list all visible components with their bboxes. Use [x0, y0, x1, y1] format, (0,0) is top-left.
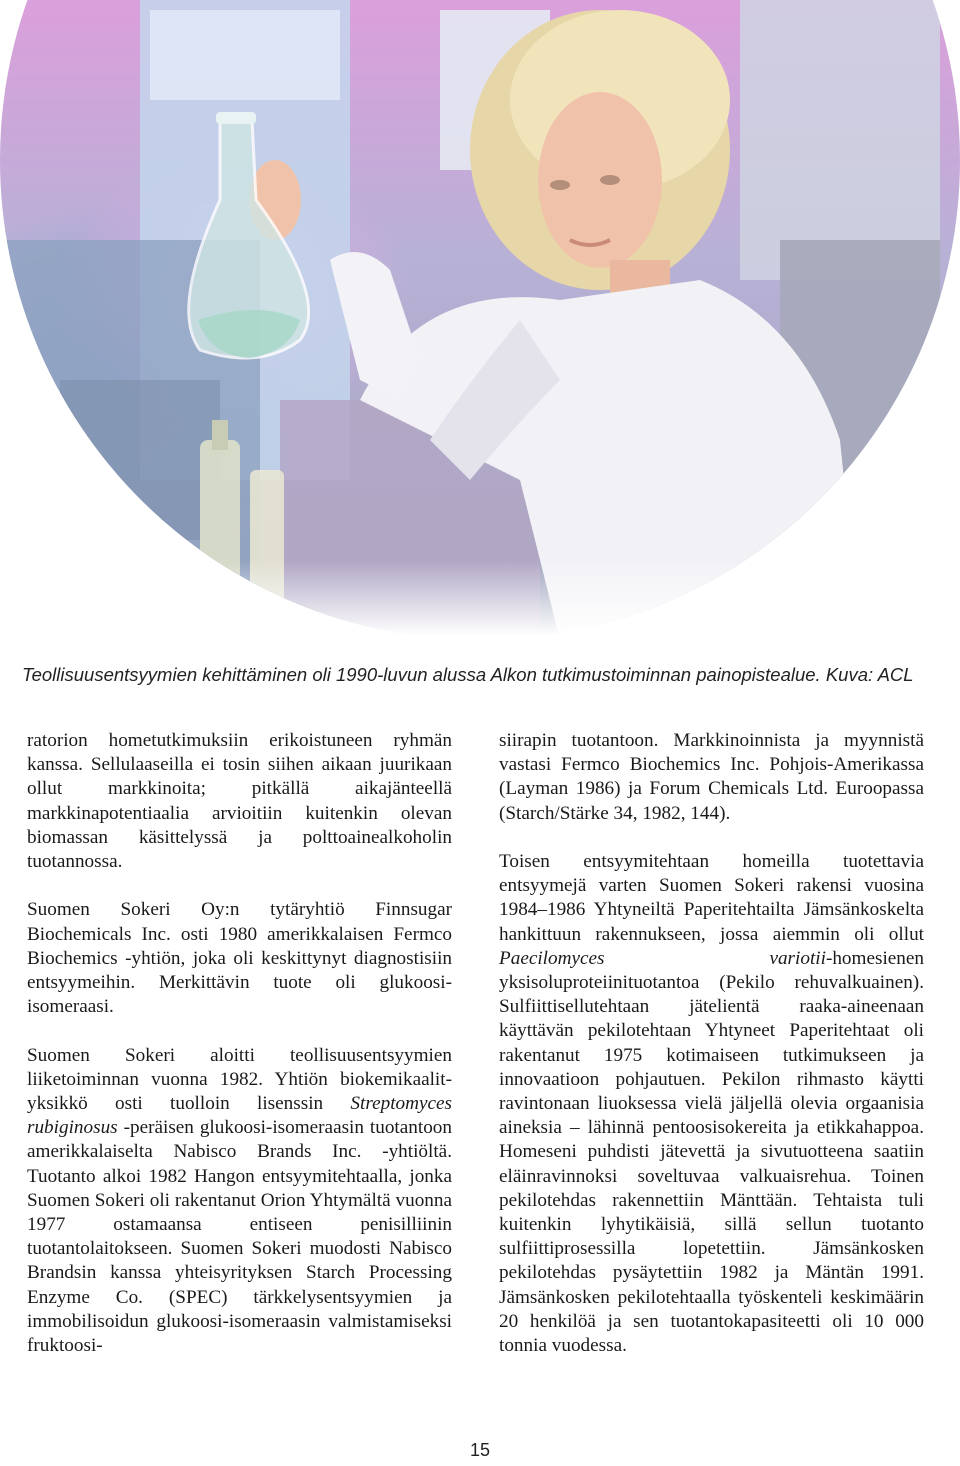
lab-photo-circle	[0, 0, 960, 640]
left-paragraph-2: Suomen Sokeri Oy:n tytäryhtiö Finnsugar Biochemicals Inc. osti 1980 amerikkalaisen Fermco Biochemics -yhtiön, joka oli keskittynyt diagnostisiin entsyymeihin. Merkittävin tuote oli glukoosi-isomeraasi.	[27, 899, 452, 1018]
left-paragraph-3-text-b: -peräisen glukoosi-isomeraasin tuotantoon amerikkalaiselta Nabisco Brands Inc. -yhtiöltä. Tuotanto alkoi 1982 Hangon entsyymitehtaalla, jonka Suomen Sokeri oli rakentanut Orion Yhtymältä vuonna 1977 ostamaansa entiseen penisilliinin tuotantolaitokseen. Suomen Sokeri muodosti Nabisco Brandsin kanssa yhteisyrityksen Starch Processing Enzyme Co. (SPEC) tärkkelysentsyymien ja immobilisoidun glukoosi-isomeraasin valmistamiseksi fruktoosi-	[27, 1117, 452, 1357]
photo-fade	[0, 560, 960, 640]
right-column	[499, 729, 924, 1358]
right-paragraph-2-text-a: Toisen entsyymitehtaan homeilla tuotettavia entsyymejä varten Suomen Sokeri rakensi vuosina 1984–1986 Yhtyneiltä Paperitehtailta Jämsänkoskelta hankittuun rakennukseen, jossa aiemmin oli ollut	[499, 851, 924, 945]
figure-caption: Teollisuusentsyymien kehittäminen oli 1990-luvun alussa Alkon tutkimustoiminnan painopistealue. Kuva: ACL	[22, 664, 914, 685]
species-name-paecilomyces: Paecilomyces variotii	[499, 947, 826, 969]
lab-photo-illustration	[0, 0, 960, 640]
right-paragraph-1: siirapin tuotantoon. Markkinoinnista ja myynnistä vastasi Fermco Biochemics Inc. Pohjois-Amerikassa (Layman 1986) ja Forum Chemicals Ltd. Euroopassa (Starch/Stärke 34, 1982, 144).	[499, 730, 924, 824]
lab-photo	[0, 0, 960, 640]
left-column	[27, 729, 452, 1358]
right-paragraph-2-text-b: -homesienen yksisoluproteiinituotantoa (Pekilo rehuvalkuainen). Sulfiittisellutehtaan jätelientä raaka-aineenaan käyttävän pekilotehtaan Yhtyneet Paperitehtaat oli rakentanut 1975 kotimaiseen tutkimukseen ja innovaatioon pohjautuen. Pekilon rihmasto käytti ravintonaan liuoksessa vielä jäljellä olevia orgaanisia aineksia – lähinnä pentoosisokereita ja etikkahappoa. Homeseni puhdisti jätevettä ja sivutuotteena saatiin eläinravinnoksi soveltuvaa valkuaisrehua. Toinen pekilotehdas rakennettiin Mänttään. Tehtaista tuli kuitenkin lyhytikäisiä, sillä sellun tuotanto sulfiittiprosessilla lopetettiin. Jämsänkosken pekilotehdas pysäytettiin 1982 ja Mäntän 1991. Jämsänkosken pekilotehtaalla työskenteli keskimäärin 20 henkilöä ja sen tuotantokapasiteetti oli 10 000 tonnia vuodessa.	[499, 947, 924, 1357]
left-paragraph-1: ratorion hometutkimuksiin erikoistuneen ryhmän kanssa. Sellulaaseilla ei tosin siihen aikaan juurikaan ollut markkinoita; pitkällä aikajänteellä markkinapotentiaalia arvioitiin kuitenkin olevan biomassan käsittelyssä ja polttoainealkoholin tuotannossa.	[27, 730, 452, 873]
right-paragraph-2	[499, 850, 924, 1358]
page-number: 15	[469, 1440, 491, 1460]
species-name-streptomyces: Streptomyces rubiginosus	[27, 1093, 452, 1139]
left-paragraph-3-text-a: Suomen Sokeri aloitti teollisuusentsyymien liiketoiminnan vuonna 1982. Yhtiön biokemikaalit-yksikkö osti tuolloin lisenssin	[27, 1044, 452, 1115]
left-paragraph-3	[27, 1044, 452, 1359]
